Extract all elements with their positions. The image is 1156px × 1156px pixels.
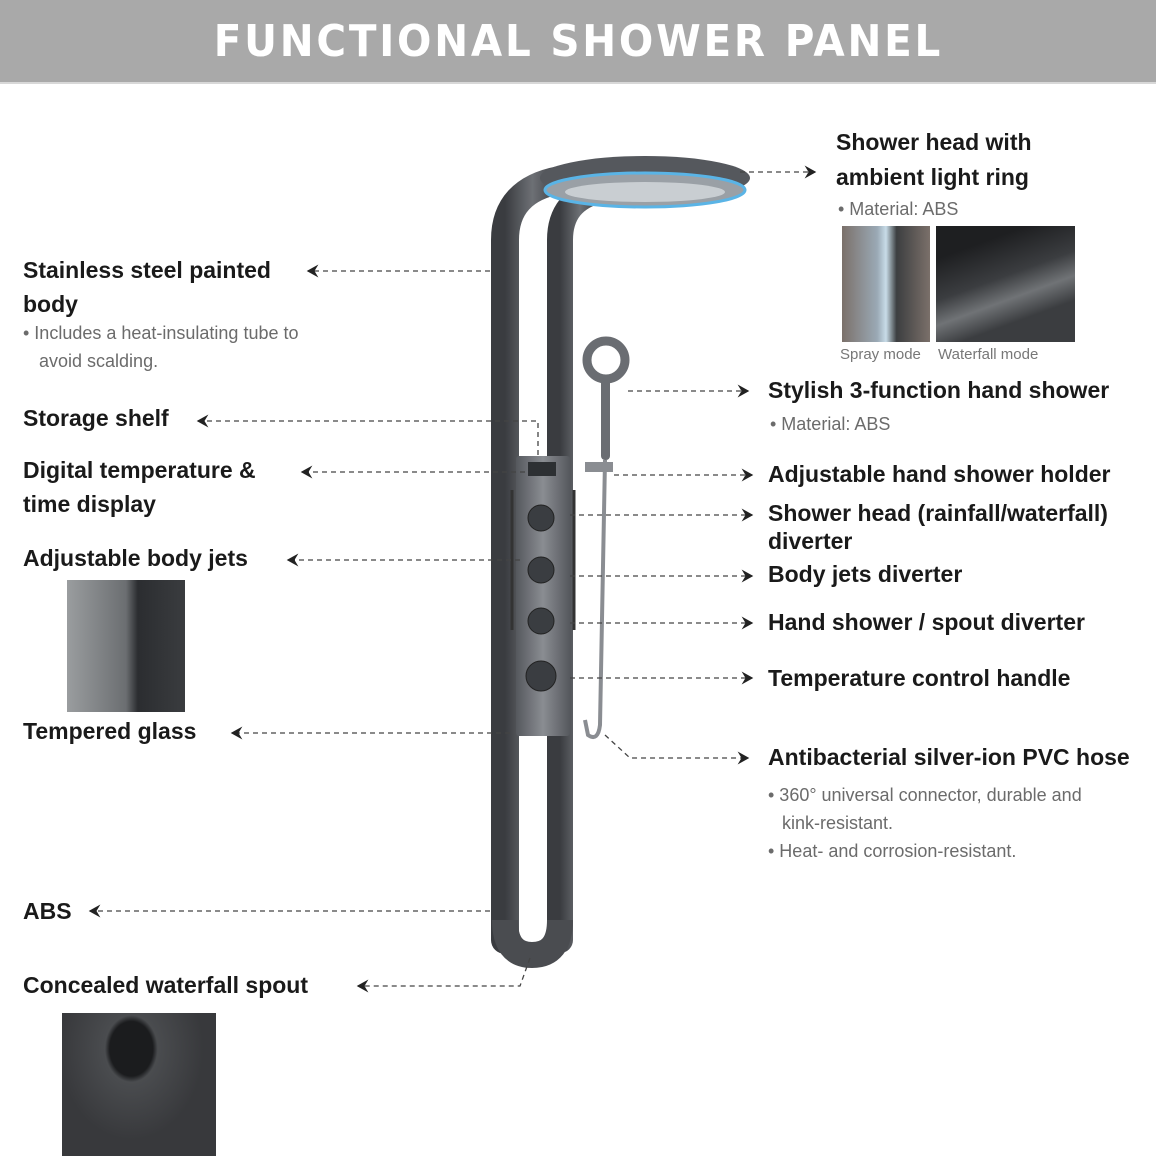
hand-shower-head — [587, 341, 625, 379]
waterfall-spout-photo — [62, 1013, 216, 1156]
hand-shower-material: • Material: ABS — [770, 414, 891, 434]
label-abs: ABS — [23, 898, 72, 924]
body-bullet-2: avoid scalding. — [39, 351, 159, 371]
caption-waterfall: Waterfall mode — [938, 346, 1039, 363]
label-waterfall-spout: Concealed waterfall spout — [23, 972, 309, 998]
label-display: Digital temperature & — [23, 457, 256, 483]
label-head-diverter-2: diverter — [768, 528, 853, 554]
temperature-knob — [526, 661, 556, 691]
jets-diverter-knob — [528, 557, 554, 583]
label-body-jets: Adjustable body jets — [23, 545, 248, 571]
head-diverter-knob — [528, 505, 554, 531]
body-bullet: • Includes a heat-insulating tube to — [23, 323, 299, 343]
label-tempered-glass: Tempered glass — [23, 718, 197, 744]
label-temp-handle: Temperature control handle — [768, 665, 1071, 691]
label-storage-shelf: Storage shelf — [23, 405, 169, 431]
page-title: FUNCTIONAL SHOWER PANEL — [213, 15, 943, 67]
control-panel — [516, 456, 570, 736]
label-shower-head-2: ambient light ring — [836, 164, 1029, 190]
label-display-2: time display — [23, 491, 156, 517]
label-hand-shower: Stylish 3-function hand shower — [768, 377, 1110, 403]
label-hose: Antibacterial silver-ion PVC hose — [768, 744, 1130, 770]
hand-shower-handle — [601, 378, 610, 460]
caption-spray: Spray mode — [840, 346, 921, 363]
label-shower-head: Shower head with — [836, 129, 1032, 155]
waterfall-mode-photo — [936, 226, 1075, 342]
tube-bottom — [505, 920, 560, 955]
label-body-2: body — [23, 291, 78, 317]
label-body: Stainless steel painted — [23, 257, 271, 283]
hose — [585, 460, 605, 737]
label-head-diverter: Shower head (rainfall/waterfall) — [768, 500, 1108, 526]
hose-bullet-2: • Heat- and corrosion-resistant. — [768, 841, 1017, 861]
head-material: • Material: ABS — [838, 199, 959, 219]
hand-shower-holder — [585, 462, 613, 472]
hose-bullet-1: • 360° universal connector, durable and — [768, 785, 1082, 805]
label-jets-diverter: Body jets diverter — [768, 561, 963, 587]
spray-mode-photo — [842, 226, 930, 342]
temperature-display — [528, 462, 556, 476]
hose-bullet-1b: kink-resistant. — [782, 813, 894, 833]
label-holder: Adjustable hand shower holder — [768, 461, 1111, 487]
label-spout-diverter: Hand shower / spout diverter — [768, 609, 1085, 635]
body-jets-photo — [67, 580, 185, 712]
spout-diverter-knob — [528, 608, 554, 634]
